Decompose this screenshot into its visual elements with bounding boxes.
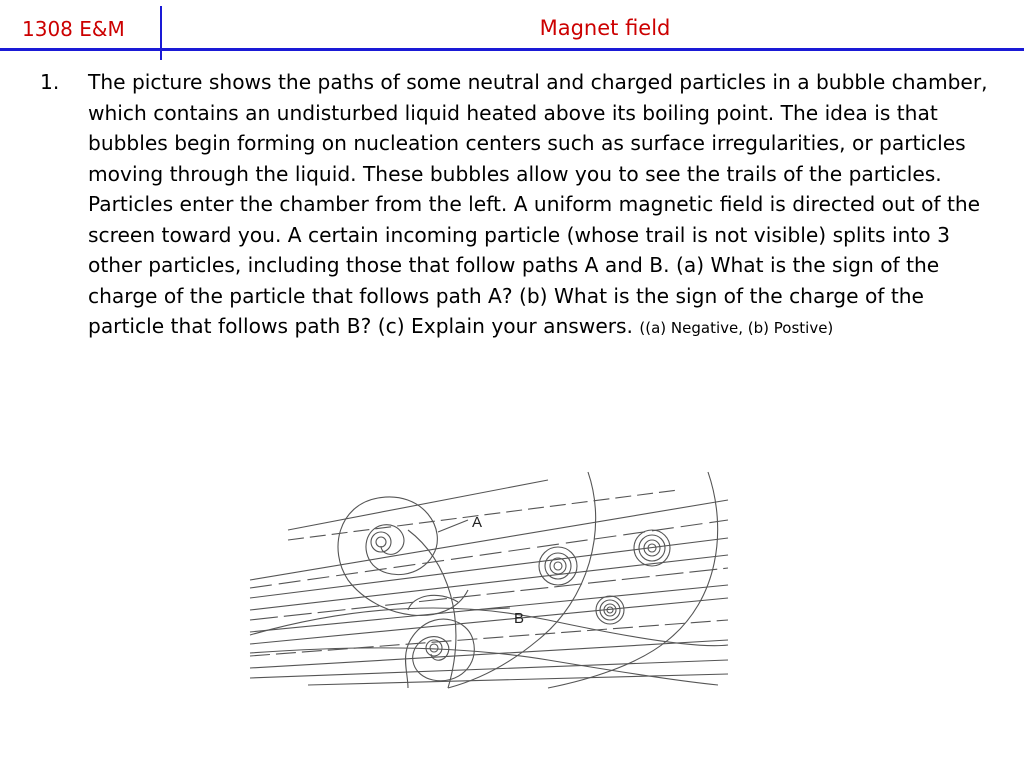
slide-title: Magnet field	[539, 16, 671, 40]
question-block	[40, 67, 1000, 344]
header-divider	[160, 6, 162, 60]
label-a: A	[472, 514, 483, 531]
label-b: B	[514, 610, 525, 627]
bubble-chamber-drawing	[248, 470, 738, 690]
question-text: The picture shows the paths of some neutral and charged particles in a bubble chamber, which contains an undisturbed liquid heated above its boiling point. The idea is that bubbles begin forming on nucleation centers such as surface irregularities, or particles moving through the liquid. These bubbles allow you to see the trails of the particles. Particles enter the chamber from the left. A uniform magnetic field is directed out of the screen toward you. A certain incoming particle (whose trail is not visible) splits into 3 other particles, including those that follow paths A and B. (a) What is the sign of the charge of the particle that follows path A? (b) What is the sign of the charge of the particle that follows path B? (c) Explain your answers.	[88, 70, 988, 338]
straight-tracks	[250, 480, 728, 685]
question-number: 1.	[40, 70, 60, 94]
course-label: 1308 E&M	[22, 17, 125, 41]
question-body	[88, 67, 1000, 344]
label-pointers	[438, 520, 510, 610]
question-answer: ((a) Negative, (b) Postive)	[639, 319, 834, 337]
bubble-chamber-figure	[248, 470, 738, 690]
header-rule	[0, 48, 1024, 51]
